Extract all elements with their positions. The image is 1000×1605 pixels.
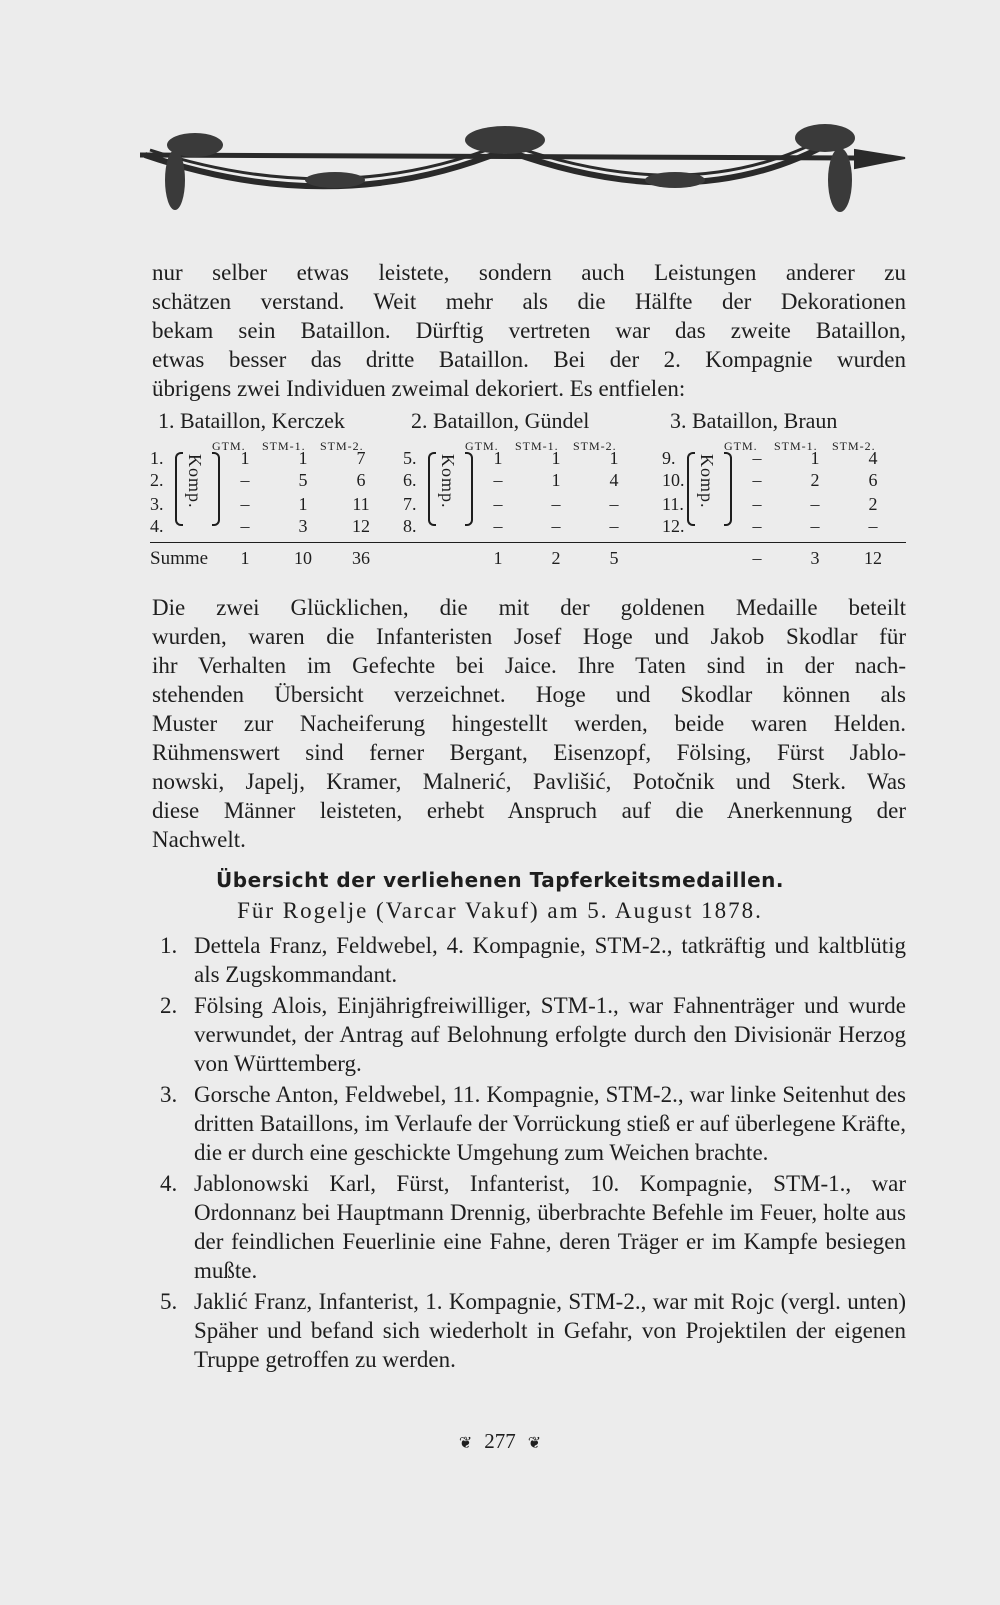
brace (212, 452, 220, 526)
table-cell: 4 (609, 470, 619, 490)
sum-cell: 12 (864, 548, 882, 568)
table-cell: 12 (352, 516, 370, 536)
sum-cell: 5 (609, 548, 619, 568)
table-cell: 2 (810, 470, 820, 490)
sum-cell: 2 (551, 548, 561, 568)
komp-label: Komp. (185, 454, 205, 509)
table-cell: 1 (493, 448, 503, 468)
brace (724, 452, 732, 526)
company-number: 6. (403, 470, 417, 490)
table-cell: 5 (298, 470, 308, 490)
table-cell: – (868, 516, 878, 536)
text-line: schätzen verstand. Weit mehr als die Hälfte der Dekorationen (152, 289, 906, 314)
table-cell: 1 (240, 448, 250, 468)
fleuron-icon: ❦ (458, 1435, 473, 1452)
table-cell: – (240, 470, 250, 490)
table-cell: – (551, 494, 561, 514)
company-number: 5. (403, 448, 417, 468)
item-number: 4. (160, 1171, 178, 1196)
table-cell: – (493, 494, 503, 514)
table-cell: 2 (868, 494, 878, 514)
item-text: Dettela Franz, Feldwebel, 4. Kompagnie, STM-2., tatkräftig und kaltblütig als Zugskommandant. (194, 933, 906, 987)
company-number: 3. (150, 494, 164, 514)
text-line: übrigens zwei Individuen zweimal dekoriert. Es entfielen: (152, 376, 686, 401)
table-cell: – (240, 494, 250, 514)
item-text: Jaklić Franz, Infanterist, 1. Kompagnie, STM-2., war mit Rojc (vergl. unten) Späher und befand sich wiederholt in Gefahr, von Projektilen der eigenen Truppe getroffen zu werden. (194, 1289, 906, 1372)
table-cell: 3 (298, 516, 308, 536)
company-number: 9. (662, 448, 676, 468)
table-cell: – (609, 494, 619, 514)
text-line: ihr Verhalten im Gefechte bei Jaice. Ihre Taten sind in der nach- (152, 653, 906, 678)
table-cell: – (752, 448, 762, 468)
item-text: Gorsche Anton, Feldwebel, 11. Kompagnie, STM-2., war linke Seitenhut des dritten Bataillons, im Verlaufe der Vorrückung stieß er auf überlegene Kräfte, die er durch eine geschickte Umgehung zum Weichen brachte. (194, 1082, 906, 1165)
table-cell: 1 (609, 448, 619, 468)
table-cell: – (609, 516, 619, 536)
battalion-title: 2. Bataillon, Gündel (411, 408, 590, 433)
table-cell: 7 (356, 448, 366, 468)
sum-rule (150, 542, 906, 543)
item-number: 5. (160, 1289, 178, 1314)
table-cell: – (493, 516, 503, 536)
list-item (152, 1287, 906, 1374)
table-cell: 6 (356, 470, 366, 490)
table-cell: – (551, 516, 561, 536)
brace (687, 452, 695, 526)
medal-list (152, 931, 906, 1376)
text-line: bekam sein Bataillon. Dürftig vertreten war das zweite Bataillon, (152, 318, 906, 343)
table-cell: – (752, 494, 762, 514)
item-text: Jablonowski Karl, Fürst, Infanterist, 10. Kompagnie, STM-1., war Ordonnanz bei Hauptmann Drennig, überbrachte Befehle im Feuer, holte aus der feindlichen Feuerlinie eine Fahne, deren Träger er im Kampfe besiegen mußte. (194, 1171, 906, 1283)
sum-cell: 3 (810, 548, 820, 568)
decoration-statistics-table (150, 408, 906, 588)
item-number: 1. (160, 933, 178, 958)
column-header: GTM. (465, 439, 499, 453)
text-line: etwas besser das dritte Bataillon. Bei der 2. Kompagnie wurden (152, 347, 906, 372)
list-item (152, 931, 906, 989)
text-line: Rühmenswert sind ferner Bergant, Eisenzopf, Fölsing, Fürst Jablo- (152, 740, 906, 765)
summe-label: Summe (150, 548, 209, 569)
item-number: 2. (160, 993, 178, 1018)
company-number: 1. (150, 448, 164, 468)
table-cell: 6 (868, 470, 878, 490)
sum-cell: 1 (240, 548, 250, 568)
fleuron-icon: ❦ (527, 1435, 542, 1452)
company-number: 8. (403, 516, 417, 536)
table-cell: – (810, 494, 820, 514)
text-line: Nachwelt. (152, 827, 246, 852)
company-number: 10. (662, 470, 685, 490)
column-header: STM-1. (515, 439, 559, 453)
table-cell: – (240, 516, 250, 536)
table-cell: 4 (868, 448, 878, 468)
brace (175, 452, 183, 526)
company-number: 11. (662, 494, 684, 514)
page-number (0, 1429, 1000, 1454)
column-header: STM-1. (262, 439, 306, 453)
company-number: 2. (150, 470, 164, 490)
company-number: 7. (403, 494, 417, 514)
section-heading: Übersicht der verliehenen Tapferkeitsmedaillen. (216, 868, 784, 892)
item-number: 3. (160, 1082, 178, 1107)
komp-label: Komp. (697, 454, 717, 509)
text-line: diese Männer leisteten, erhebt Anspruch auf die Anerkennung der (152, 798, 906, 823)
table-cell: – (752, 470, 762, 490)
column-header: STM-1. (774, 439, 818, 453)
list-item (152, 1169, 906, 1285)
battalion-title: 1. Bataillon, Kerczek (158, 408, 345, 433)
column-header: STM-2. (573, 439, 617, 453)
paragraph-1 (152, 258, 906, 403)
table-cell: – (752, 516, 762, 536)
company-number: 4. (150, 516, 164, 536)
battalion-title: 3. Bataillon, Braun (670, 408, 838, 433)
table-cell: 1 (298, 494, 308, 514)
table-cell: 11 (352, 494, 370, 514)
table-cell: – (810, 516, 820, 536)
column-header: GTM. (212, 439, 246, 453)
brace (428, 452, 436, 526)
text-line: Die zwei Glücklichen, die mit der goldenen Medaille beteilt (152, 595, 906, 620)
garland-spear-ornament (135, 110, 915, 245)
table-cell: 1 (298, 448, 308, 468)
page-number-value: 277 (484, 1429, 516, 1453)
text-line: wurden, waren die Infanteristen Josef Hoge und Jakob Skodlar für (152, 624, 906, 649)
paragraph-2 (152, 593, 906, 854)
text-line: nowski, Japelj, Kramer, Malnerić, Pavlišić, Potočnik und Sterk. Was (152, 769, 906, 794)
table-cell: 1 (551, 448, 561, 468)
section-subheading: Für Rogelje (Varcar Vakuf) am 5. August 1878. (237, 898, 763, 923)
table-cell: 1 (810, 448, 820, 468)
text-line: stehenden Übersicht verzeichnet. Hoge und Skodlar können als (152, 682, 906, 707)
table-cell: – (493, 470, 503, 490)
table-cell: 1 (551, 470, 561, 490)
list-item (152, 991, 906, 1078)
text-line: nur selber etwas leistete, sondern auch Leistungen anderer zu (152, 260, 906, 285)
sum-cell: 36 (352, 548, 370, 568)
list-item (152, 1080, 906, 1167)
komp-label: Komp. (438, 454, 458, 509)
column-header: STM-2. (832, 439, 876, 453)
column-header: STM-2. (320, 439, 364, 453)
company-number: 12. (662, 516, 685, 536)
sum-cell: 10 (294, 548, 312, 568)
brace (465, 452, 473, 526)
column-header: GTM. (724, 439, 758, 453)
sum-cell: – (752, 548, 762, 568)
item-text: Fölsing Alois, Einjährigfreiwilliger, STM-1., war Fahnenträger und wurde verwundet, der Antrag auf Belohnung erfolgte durch den Divisionär Herzog von Württemberg. (194, 993, 906, 1076)
sum-cell: 1 (493, 548, 503, 568)
text-line: Muster zur Nacheiferung hingestellt werden, beide waren Helden. (152, 711, 906, 736)
